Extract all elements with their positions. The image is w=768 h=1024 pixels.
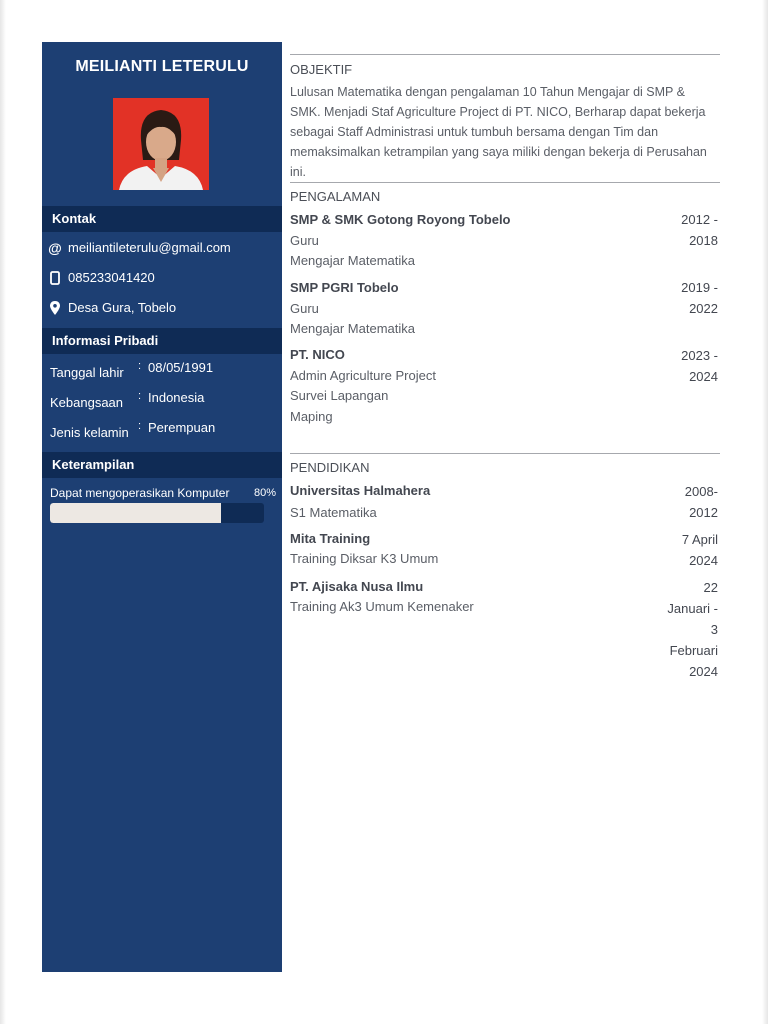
info-label: Tanggal lahir [50,365,124,380]
skills-heading: Keterampilan [42,452,282,478]
page-edge-right [762,0,768,1024]
education-date [685,481,718,523]
email-text: meiliantileterulu@gmail.com [68,240,231,255]
skill-progress-fill [50,503,221,523]
info-value: 08/05/1991 [148,360,214,375]
divider [290,453,720,454]
date-line: Januari - [667,601,718,616]
date-line: 2024 [689,664,718,679]
sidebar [42,42,282,972]
education-detail: Training Ak3 Umum Kemenaker [290,599,474,614]
experience-detail: Maping [290,409,333,424]
info-colon: : [138,360,142,372]
page-edge-left [0,0,6,1024]
skill-label: Dapat mengoperasikan Komputer [50,486,230,500]
contact-address [48,300,176,315]
divider [290,182,720,183]
date-line: 2024 [689,369,718,384]
contact-email [48,240,231,255]
info-value: Indonesia [148,390,205,405]
education-heading: PENDIDIKAN [290,460,370,475]
date-line: Februari [669,643,718,658]
date-line: 2024 [689,553,718,568]
date-line: 2019 - [681,280,718,295]
education-title: PT. Ajisaka Nusa Ilmu [290,579,424,594]
at-sign-icon: @ [48,239,62,256]
education-detail: Training Diksar K3 Umum [290,551,439,566]
candidate-name: MEILIANTI LETERULU [75,58,249,75]
experience-title: PT. NICO [290,347,345,362]
experience-role: Guru [290,301,319,316]
divider [290,54,720,55]
education-detail: S1 Matematika [290,505,377,520]
date-line: 2023 - [681,348,718,363]
experience-title: SMP PGRI Tobelo [290,280,399,295]
experience-role: Guru [290,233,319,248]
objective-heading: OBJEKTIF [290,62,353,77]
info-value: Perempuan [148,420,216,435]
contact-heading: Kontak [42,206,282,232]
skill-item [50,486,276,500]
phone-icon [48,271,62,285]
date-line: 7 April [681,532,718,547]
education-title: Universitas Halmahera [290,483,431,498]
info-label: Jenis kelamin [50,425,129,440]
experience-detail: Mengajar Matematika [290,321,415,336]
objective-text: Lulusan Matematika dengan pengalaman 10 Tahun Mengajar di SMP & SMK. Menjadi Staf Agriculture Project di PT. NICO, Berharap dapat bekerja sebagai Staff Administrasi untuk tumbuh bersama dengan Tim dan memaksimalkan ketrampilan yang saya miliki dengan bekerja di Perusahan ini. [290,85,707,179]
experience-date [681,277,718,319]
skill-percent: 80% [253,487,276,499]
date-line: 2012 - [681,212,718,227]
experience-date [681,209,718,251]
info-heading: Informasi Pribadi [42,328,282,354]
education-date [682,529,718,571]
phone-text: 085233041420 [68,270,155,285]
experience-heading: PENGALAMAN [290,189,381,204]
info-colon: : [138,420,142,432]
experience-title: SMP & SMK Gotong Royong Tobelo [290,212,511,227]
date-line: 2018 [689,233,718,248]
date-line: 2008- [684,484,718,499]
info-label: Kebangsaan [50,395,124,410]
location-pin-icon [48,301,62,315]
education-date [667,577,718,682]
date-line: 22 [703,580,718,595]
education-title: Mita Training [290,531,371,546]
experience-detail: Mengajar Matematika [290,253,415,268]
experience-role: Admin Agriculture Project [290,368,436,383]
date-line: 3 [710,622,718,637]
date-line: 2012 [689,505,718,520]
contact-phone [48,270,155,285]
address-text: Desa Gura, Tobelo [68,300,177,315]
experience-detail: Survei Lapangan [290,388,389,403]
date-line: 2022 [689,301,718,316]
skill-progress-bar [50,503,264,523]
main-content [290,0,720,1024]
experience-date [681,345,718,387]
profile-photo [113,98,209,190]
info-colon: : [138,390,142,402]
